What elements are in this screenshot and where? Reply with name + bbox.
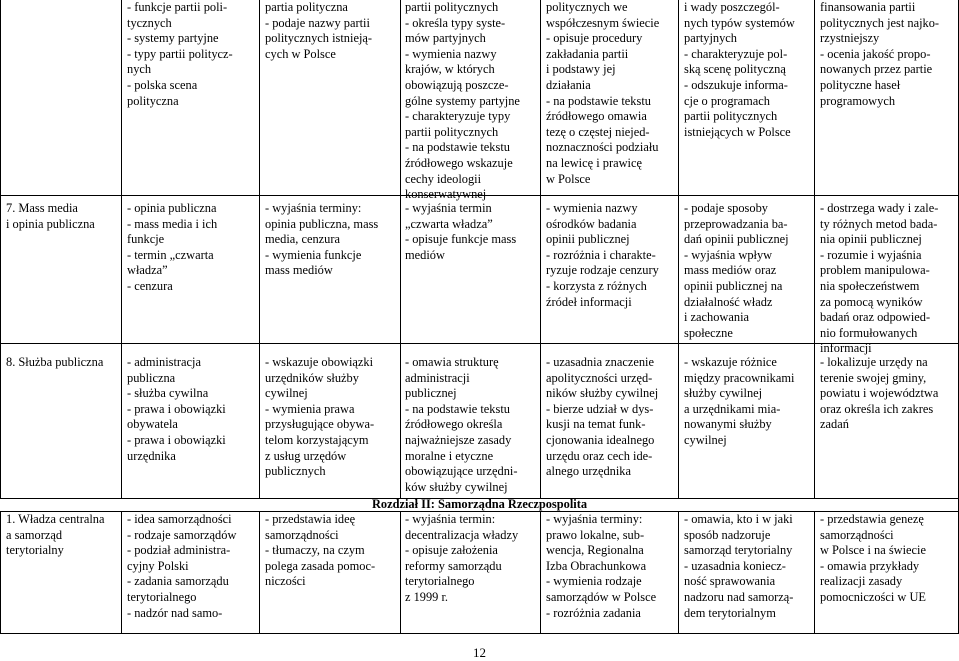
- grid-line-v6: [814, 0, 815, 499]
- row3-level2: - wyjaśnia termin: decentralizacja władzy - opisuje założenia reformy samorządu terytorialnego z 1999 r.: [405, 512, 519, 604]
- row2-content: - administracja publiczna - służba cywilna - prawa i obowiązki obywatela - prawa i obowiązki urzędnika: [127, 355, 226, 463]
- row1-topic: 7. Mass media i opinia publiczna: [6, 201, 95, 231]
- grid-line-v0: [0, 0, 1, 499]
- grid-line-v4b: [540, 511, 541, 634]
- grid-line-v5: [678, 0, 679, 499]
- page-number: 12: [473, 645, 486, 660]
- grid-line-v0b: [0, 511, 1, 634]
- grid-line-v3: [400, 0, 401, 499]
- row1-level3: - wymienia nazwy ośrodków badania opinii publicznej - rozróżnia i charakte- ryzuje rodzaje cenzury - korzysta z różnych źródeł informacji: [546, 201, 659, 309]
- grid-line-v2: [259, 0, 260, 499]
- row1-level5: - dostrzega wady i zale- ty różnych metod bada- nia opinii publicznej - rozumie i wyjaśnia problem manipulowa- nia społeczeństwem za pomocą wyników badań oraz odpowied- nio formułowanych informacji: [820, 201, 939, 356]
- grid-line-h2: [0, 343, 959, 344]
- row0-content: - funkcje partii poli- tycznych - systemy partyjne - typy partii politycz- nych - polska scena polityczna: [127, 0, 233, 108]
- grid-line-v2b: [259, 511, 260, 634]
- grid-line-v6b: [814, 511, 815, 634]
- grid-line-v1b: [121, 511, 122, 634]
- row0-level4: i wady poszczegól- nych typów systemów partyjnych - charakteryzuje pol- ską scenę polityczną - odszukuje informa- cje o programach partii politycznych istniejących w Polsce: [684, 0, 795, 139]
- section-heading: Rozdział II: Samorządna Rzeczpospolita: [371, 497, 588, 511]
- row0-terms: partia polityczna - podaje nazwy partii politycznych istnieją- cych w Polsce: [265, 0, 373, 61]
- row0-level3: politycznych we współczesnym świecie - opisuje procedury zakładania partii i podstawy jej działania - na podstawie tekstu źródłowego omawia tezę o częstej niejed- noznaczności podziału na lewicę i prawicę w Polsce: [546, 0, 660, 186]
- row2-level3: - uzasadnia znaczenie apolityczności urzęd- ników służby cywilnej - bierze udział w dys- kusji na temat funk- cjonowania idealnego urzędu oraz cech ide- alnego urzędnika: [546, 355, 659, 479]
- row3-level3: - wyjaśnia terminy: prawo lokalne, sub- wencja, Regionalna Izba Obrachunkowa - wymienia rodzaje samorządów w Polsce - rozróżnia zadania: [546, 512, 657, 620]
- grid-line-v1: [121, 0, 122, 499]
- row2-topic: 8. Służba publiczna: [6, 355, 104, 369]
- row3-level4: - omawia, kto i w jaki sposób nadzoruje samorząd terytorialny - uzasadnia koniecz- ność sprawowania nadzoru nad samorzą- dem terytorialnym: [684, 512, 794, 620]
- row2-level5: - lokalizuje urzędy na terenie swojej gminy, powiatu i województwa oraz określa ich zakres zadań: [820, 355, 939, 432]
- row3-terms: - przedstawia ideę samorządności - tłumaczy, na czym polega zasada pomoc- niczości: [265, 512, 376, 589]
- row1-level4: - podaje sposoby przeprowadzania ba- dań opinii publicznej - wyjaśnia wpływ mass mediów oraz opinii publicznej na działalność władz i zachowania społeczne: [684, 201, 789, 340]
- row2-level4: - wskazuje różnice między pracownikami służby cywilnej a urzędnikami mia- nowanymi służby cywilnej: [684, 355, 795, 447]
- grid-line-v4: [540, 0, 541, 499]
- row2-terms: - wskazuje obowiązki urzędników służby cywilnej - wymienia prawa przysługujące obywa- telom korzystającym z usług urzędów publicznych: [265, 355, 375, 479]
- row3-content: - idea samorządności - rodzaje samorządów - podział administra- cyjny Polski - zadania samorządu terytorialnego - nadzór nad samo-: [127, 512, 237, 620]
- row0-level2: partii politycznych - określa typy syste- mów partyjnych - wymienia nazwy krajów, w których obowiązują poszcze- gólne systemy partyjne - charakteryzuje typy partii politycznych - na podstawie tekstu źródłowego wskazuje cechy ideologii konserwatywnej: [405, 0, 520, 202]
- grid-line-h5: [0, 633, 959, 634]
- grid-line-v3b: [400, 511, 401, 634]
- row1-terms: - wyjaśnia terminy: opinia publiczna, mass media, cenzura - wymienia funkcje mass mediów: [265, 201, 379, 278]
- row3-topic: 1. Władza centralna a samorząd terytorialny: [6, 512, 105, 558]
- row1-content: - opinia publiczna - mass media i ich funkcje - termin „czwarta władza” - cenzura: [127, 201, 218, 293]
- row3-level5: - przedstawia genezę samorządności w Polsce i na świecie - omawia przykłady realizacji zasady pomocniczości w UE: [820, 512, 926, 604]
- row2-level2: - omawia strukturę administracji publicznej - na podstawie tekstu źródłowego określa najważniejsze zasady moralne i etyczne obowiązujące urzędni- ków służby cywilnej: [405, 355, 518, 494]
- row1-level2: - wyjaśnia termin „czwarta władza” - opisuje funkcje mass mediów: [405, 201, 517, 262]
- row0-level5: finansowania partii politycznych jest najko- rzystniejszy - ocenia jakość propo- nowanych przez partie polityczne haseł programowych: [820, 0, 940, 108]
- grid-line-v5b: [678, 511, 679, 634]
